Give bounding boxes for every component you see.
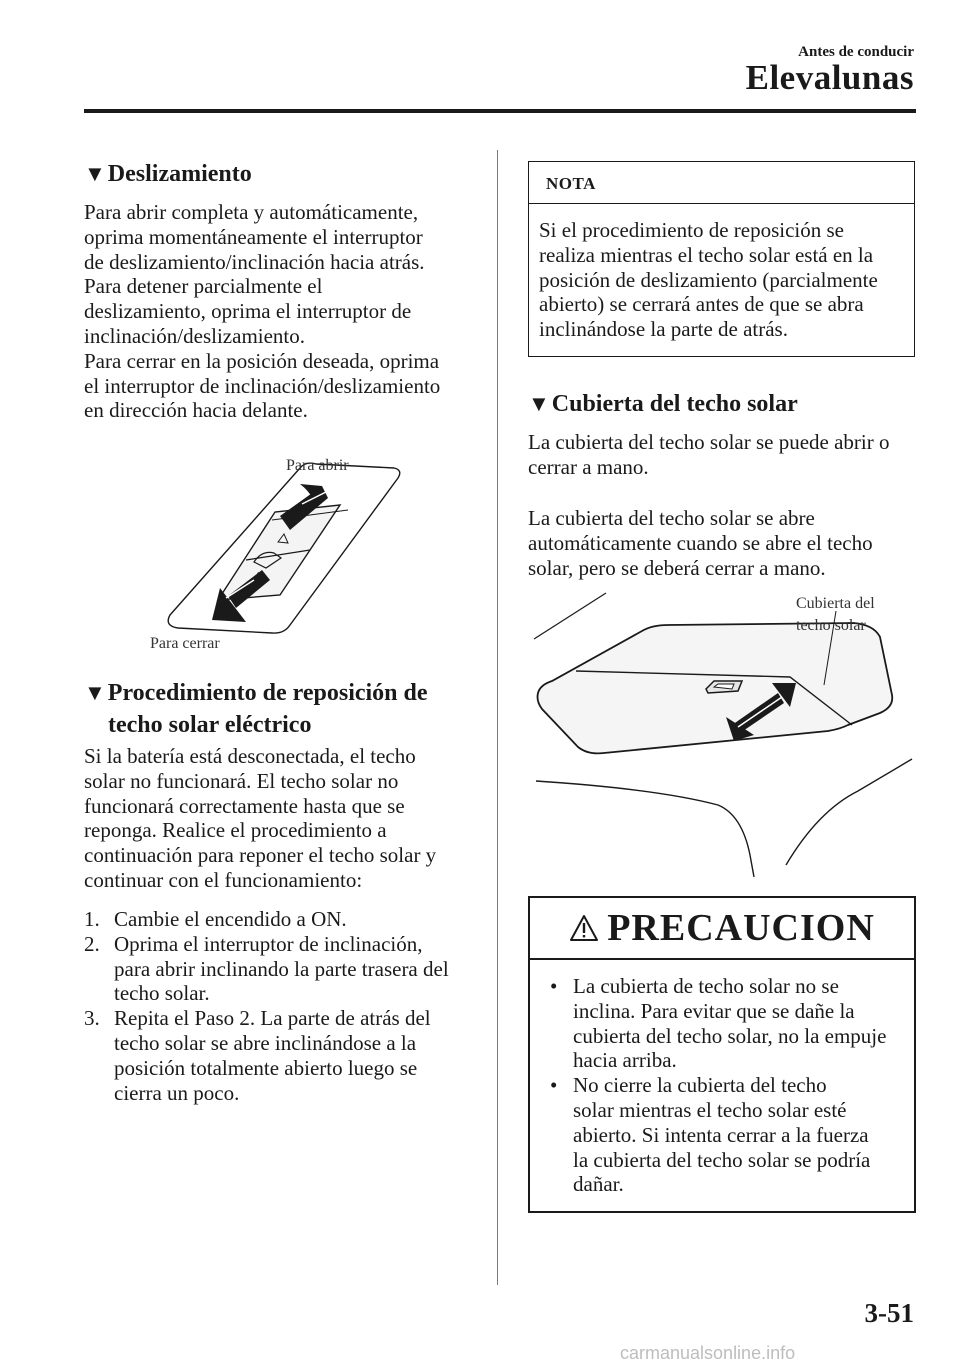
tilt-slide-switch-illustration	[150, 450, 410, 650]
warning-triangle-icon	[569, 914, 599, 942]
bullet-icon: •	[550, 974, 558, 998]
header-rule	[84, 109, 916, 113]
warning-box	[528, 896, 916, 1213]
text-line: Repita el Paso 2. La parte de atrás del	[114, 1006, 431, 1031]
text-line: Para cerrar en la posición deseada, oprima	[84, 348, 440, 373]
step-number: 1.	[84, 907, 100, 931]
warning-title: PRECAUCION	[607, 907, 875, 949]
list-item	[550, 974, 906, 1073]
text-line: solar, pero se deberá cerrar a mano.	[528, 555, 826, 580]
down-triangle-icon: ▼	[84, 161, 106, 186]
warning-list	[530, 960, 914, 1197]
text-line: posición de deslizamiento (parcialmente	[539, 267, 878, 292]
figure-label-sunshade-line1: Cubierta del	[796, 595, 875, 612]
bullet-icon: •	[550, 1073, 558, 1098]
text-line: continuación para reponer el techo solar y	[84, 843, 437, 868]
text-line: de deslizamiento/inclinación hacia atrás.	[84, 249, 425, 274]
heading-cubierta-text: Cubierta del techo solar	[551, 391, 798, 417]
figure-label-close: Para cerrar	[150, 635, 220, 652]
text-line: Si el procedimiento de reposición se	[539, 218, 845, 242]
text-line: inclina. Para evitar que se dañe la	[573, 998, 855, 1023]
text-line: Oprima el interruptor de inclinación,	[114, 931, 423, 956]
list-item	[84, 907, 484, 932]
text-line: la cubierta del techo solar se podría	[573, 1147, 871, 1172]
deslizamiento-paragraph	[84, 200, 484, 423]
down-triangle-icon: ▼	[84, 680, 106, 705]
text-line: posición totalmente abierto luego se	[114, 1055, 418, 1080]
text-line: La cubierta del techo solar se puede abrir o	[528, 430, 890, 454]
page-title: Elevalunas	[745, 58, 914, 97]
figure-label-sunshade	[796, 593, 875, 637]
heading-reposicion	[84, 677, 428, 741]
text-line: La cubierta del techo solar se abre	[528, 506, 815, 530]
column-divider	[497, 150, 498, 1285]
text-line: techo solar se abre inclinándose a la	[114, 1030, 417, 1055]
cubierta-paragraph-1	[528, 430, 923, 480]
text-line: el interruptor de inclinación/deslizamiento	[84, 373, 441, 398]
text-line: inclinándose la parte de atrás.	[539, 317, 788, 342]
text-line: solar mientras el techo solar esté	[573, 1097, 847, 1122]
text-line: cierra un poco.	[114, 1080, 240, 1105]
step-number: 2.	[84, 931, 100, 956]
text-line: Para detener parcialmente el	[84, 274, 323, 299]
heading-deslizamiento	[84, 158, 252, 190]
heading-deslizamiento-text: Deslizamiento	[107, 161, 252, 187]
text-line: Para abrir completa y automáticamente,	[84, 200, 419, 224]
text-line: hacia arriba.	[573, 1048, 677, 1073]
heading-reposicion-line1: Procedimiento de reposición de	[107, 680, 428, 706]
note-body	[529, 204, 914, 342]
text-line: reponga. Realice el procedimiento a	[84, 818, 387, 843]
text-line: realiza mientras el techo solar está en la	[539, 242, 874, 267]
text-line: Cambie el encendido a ON.	[114, 907, 347, 931]
heading-cubierta	[528, 388, 798, 420]
list-item	[84, 932, 484, 1006]
cubierta-paragraph-2	[528, 506, 923, 580]
text-line: techo solar.	[114, 981, 210, 1006]
text-line: continuar con el funcionamiento:	[84, 867, 363, 892]
text-line: La cubierta de techo solar no se	[573, 974, 839, 998]
text-line: Si la batería está desconectada, el techo	[84, 744, 416, 768]
list-item	[84, 1006, 484, 1105]
note-title: NOTA	[529, 162, 914, 204]
text-line: en dirección hacia delante.	[84, 398, 308, 423]
text-line: para abrir inclinando la parte trasera del	[114, 956, 449, 981]
text-line: deslizamiento, oprima el interruptor de	[84, 299, 412, 324]
text-line: inclinación/deslizamiento.	[84, 323, 306, 348]
figure-label-open: Para abrir	[286, 457, 349, 474]
reposicion-paragraph	[84, 744, 484, 893]
list-item	[550, 1073, 906, 1197]
text-line: cubierta del techo solar, no la empuje	[573, 1023, 887, 1048]
heading-reposicion-line2: techo solar eléctrico	[108, 712, 312, 738]
text-line: oprima momentáneamente el interruptor	[84, 224, 423, 249]
figure-label-sunshade-line2: techo solar	[796, 617, 866, 634]
steps-list	[84, 907, 484, 1105]
text-line: dañar.	[573, 1172, 624, 1197]
step-number: 3.	[84, 1006, 100, 1031]
text-line: solar no funcionará. El techo solar no	[84, 768, 399, 793]
text-line: funcionará correctamente hasta que se	[84, 793, 405, 818]
header-section-label: Antes de conducir	[798, 44, 914, 60]
text-line: cerrar a mano.	[528, 454, 649, 479]
note-box	[528, 161, 915, 357]
down-triangle-icon: ▼	[528, 391, 550, 416]
text-line: automáticamente cuando se abre el techo	[528, 530, 873, 555]
page-number: 3-51	[864, 1298, 914, 1328]
text-line: abierto. Si intenta cerrar a la fuerza	[573, 1122, 869, 1147]
text-line: No cierre la cubierta del techo	[573, 1073, 827, 1098]
watermark: carmanualsonline.info	[620, 1343, 796, 1363]
warning-header	[530, 898, 914, 960]
text-line: abierto) se cerrará antes de que se abra	[539, 292, 864, 317]
